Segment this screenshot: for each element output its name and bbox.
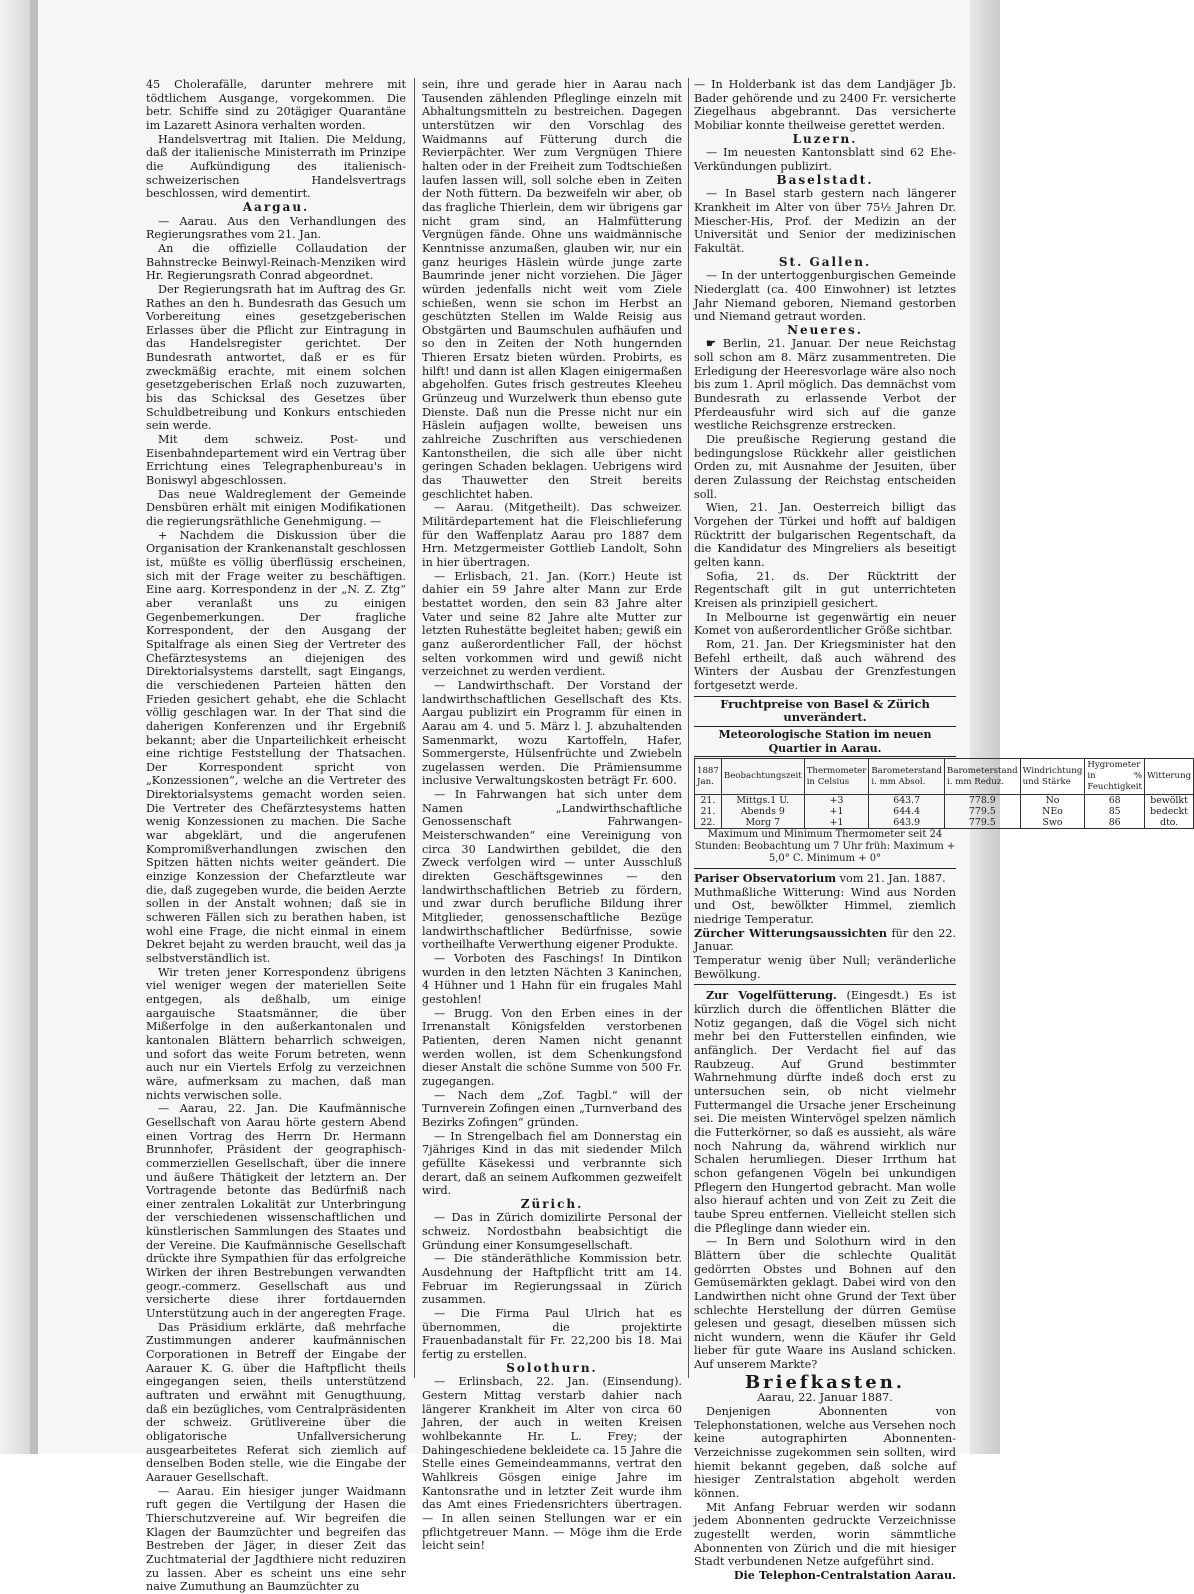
- article-handelsvertrag: Handelsvertrag mit Italien. Die Meldung, daß der italienische Ministerrath im Prinzipe die Aufkündigung des italienisch-schweizerischen Handelsvertrags beschlossen, wird dementirt.: [146, 132, 406, 201]
- article-basel-nachruf: — In Basel starb gestern nach längerer Krankheit im Alter von über 75½ Jahren Dr. Miescher-His, Prof. der Medizin an der Universität und Senior der medizinischen Fakultät.: [694, 187, 956, 255]
- article-erlinsbach-nachruf: — Erlinsbach, 22. Jan. (Einsendung). Gestern Mittag verstarb dahier nach längerer Krankheit im Alter von circa 60 Jahren, der auch in weiten Kreisen wohlbekannte Hr. L. Frey; der Dahingeschiedene bekleidete ca. 15 Jahre die Stelle eines Gemeindeammanns, vertrat den Wahlkreis Gösgen einige Jahre im Kantonsrathe und in letzter Zeit wurde ihm das Amt eines Friedensrichters übertragen. — In allen seinen Stellungen war er ein pflichtgetreuer Mann. — Möge ihm die Erde leicht sein!: [422, 1375, 682, 1553]
- article-holderbank: — In Holderbank ist das dem Landjäger Jb. Bader gehörende und zu 2400 Fr. versicherte Ziegelhaus abgebrannt. Das versicherte Mobiliar konnte theilweise gerettet werden.: [694, 78, 956, 132]
- briefkasten-heading: Briefkasten.: [744, 1371, 906, 1393]
- briefkasten-text-2: Mit Anfang Februar werden wir sodann jedem Abonnenten gedruckte Verzeichnisse zugestellt werden, worin sämmtliche Abonnenten von Zürich und die mit hiesiger Stadt verbundenen Netze aufgeführt sind.: [694, 1500, 956, 1569]
- meteo-cell: 85: [1085, 806, 1145, 817]
- article-vogelfuetterung: [694, 989, 956, 1235]
- article-cholera: 45 Cholerafälle, darunter mehrere mit tödtlichem Ausgange, vorgekommen. Die betr. Schiffe sind zu 20tägiger Quarantäne im Lazarett Asinora verhalten worden.: [146, 78, 406, 132]
- briefkasten-date: Aarau, 22. Januar 1887.: [757, 1391, 893, 1405]
- article-erlisbach: — Erlisbach, 21. Jan. (Korr.) Heute ist dahier ein 59 Jahre alter Mann zur Erde bestattet worden, den sein 83 Jahre alter Vater und seine 82 Jahre alte Mutter zur letzten Ruhestätte begleitet haben; gewiß ein ganz außerordentlicher Fall, der höchst selten vorkommen wird und gewiß nicht verzeichnet zu werden verdient.: [422, 569, 682, 679]
- meteo-cell: 22.: [695, 817, 722, 829]
- column-2: [422, 78, 682, 1553]
- meteo-header: Windrichtung und Stärke: [1020, 759, 1085, 795]
- meteo-header: Thermometer in Celsius: [804, 759, 869, 795]
- vogelfuetterung-text: (Eingesdt.) Es ist kürzlich durch die öffentlichen Blätter die Notiz gegangen, daß die Vögel sich nicht mehr bei den Futterstellen einfinden, wie anfänglich. Der Verdacht fiel auf das Raubzeug. Auf Grund bestimmter Wahrnehmung dürfte indeß doch erst zu untersuchen sein, ob nicht vielmehr Futtermangel die Ursache jener Erscheinung sei. Die meisten Wintervögel spelzen nämlich die Futterkörner, so daß es aussieht, als wäre noch Nahrung da, während wirklich nur Schalen herumliegen. Dieser Irrthum hat schon gefangenen Vögeln bei unkundigen Pflegern den Hungertod gebracht. Man wolle also hierauf achten und von Zeit zu Zeit die taube Spreu entfernen. Vielleicht stellen sich die Pfleglinge dann wieder ein.: [694, 989, 956, 1235]
- meteo-cell: +1: [804, 806, 869, 817]
- article-frauenbadanstalt: — Die Firma Paul Ulrich hat es übernommen, die projektirte Frauenbadanstalt für Fr. 22,200 bis 18. Mai fertig zu erstellen.: [422, 1307, 682, 1362]
- meteo-cell: 68: [1085, 795, 1145, 807]
- heading-stgallen: St. Gallen.: [778, 254, 872, 269]
- meteo-cell: Mittgs.1 U.: [721, 795, 804, 807]
- table-row: [695, 817, 1194, 829]
- meteo-cell: 21.: [695, 795, 722, 807]
- column-rule-2: [688, 78, 689, 1378]
- heading-baselstadt: Baselstadt.: [776, 172, 874, 187]
- meteo-cell: Abends 9: [721, 806, 804, 817]
- article-fleischlieferung: — Aarau. (Mitgetheilt). Das schweizer. Militärdepartement hat die Fleischlieferung für den Waffenplatz Aarau pro 1887 dem Hrn. Metzgermeister Gottlieb Landolt, Sohn in hier übertragen.: [422, 501, 682, 569]
- meteo-cell: Morg 7: [721, 817, 804, 829]
- fruchtpreise-title: Fruchtpreise von Basel & Zürich unverändert.: [694, 696, 956, 727]
- meteo-cell: bewölkt: [1145, 795, 1194, 807]
- article-niederglatt: — In der untertoggenburgischen Gemeinde Niederglatt (ca. 400 Einwohner) ist letztes Jahr Niemand geboren, Niemand gestorben und Niemand getraut worden.: [694, 269, 956, 324]
- column-rule-1: [414, 78, 415, 1378]
- table-row: [695, 806, 1194, 817]
- heading-neueres: Neueres.: [787, 322, 863, 337]
- meteo-header: Hygrometer in % Feuchtigkeit: [1085, 759, 1145, 795]
- article-preussische-regierung: Die preußische Regierung gestand die bedingungslose Rückkehr aller geistlichen Orden zu, mit Ausnahme der Jesuiten, über deren Zulassung der Reichstag entscheiden soll.: [694, 433, 956, 501]
- article-krankenanstalt: + Nachdem die Diskussion über die Organisation der Krankenanstalt geschlossen ist, müßte es völlig überflüssig erscheinen, sich mit der Frage weiter zu beschäftigen. Eine aarg. Korrespondenz in der „N. Z. Ztg“ aber veranlaßt uns zu einigen Gegenbemerkungen. Der fragliche Korrespondent, der den Ausgang der Spitalfrage als einen Sieg der Vertreter des Chefärztesystems an diejenigen des Direktorialsystems darstellt, sagt Eingangs, die verschiedenen Parteien hätten den Frieden gesichert gehabt, ehe die Schlacht völlig geschlagen war. In der That sind die daherigen Konferenzen und ihr Ergebniß bekannt; aber die Unparteilichkeit erheischt eine richtige Feststellung der Thatsachen. Der Korrespondent spricht von „Konzessionen“, welche an die Vertreter des Direktorialsystems gemacht worden seien. Die Vertreter des Chefärztesystems hatten wenig Konzessionen zu machen. Die Sache war abgeklärt, und die angerufenen Kompromißverhandlungen zwischen den Spitzen hätten nichts weiter geändert. Die einzige Konzession der Chefarztleute war die, daß zugegeben wurde, die beiden Aerzte sollen in der Anstalt wohnen; daß sie in schweren Fällen sich zu berathen haben, ist wohl eine Frage, die nicht einmal in einem Dekret bejaht zu werden braucht, weil das ja selbstverständlich ist.: [146, 528, 406, 965]
- page-edge-left-shadow: [30, 0, 38, 1454]
- heading-solothurn: Solothurn.: [506, 1360, 598, 1375]
- article-berlin-text: Berlin, 21. Januar. Der neue Reichstag soll schon am 8. März zusammentreten. Die Erledigung der Heeresvorlage wäre also noch bis zum 1. April möglich. Das demnächst vom Bundesrath zu erlassende Verbot der Pferdeausfuhr wird sich auf die ganze westliche Reichsgrenze erstrecken.: [694, 337, 956, 433]
- article-landwirthschaft: — Landwirthschaft. Der Vorstand der landwirthschaftlichen Gesellschaft des Kts. Aargau publizirt ein Programm für einen in Aarau am 4. und 5. März l. J. abzuhaltenden Samenmarkt, wozu Kartoffeln, Hafer, Sommergerste, Hülsenfrüchte und Zwiebeln zugelassen werden. Die Prämiensumme inclusive Verwaltungskosten beträgt Fr. 600.: [422, 678, 682, 788]
- heading-luzern: Luzern.: [792, 131, 858, 146]
- meteo-header: Barometerstand i. mm Absol.: [869, 759, 945, 795]
- meteo-cell: 778.9: [945, 795, 1021, 807]
- meteo-cell: dto.: [1145, 817, 1194, 829]
- meteo-cell: 86: [1085, 817, 1145, 829]
- article-handelsregister: Der Regierungsrath hat im Auftrag des Gr. Rathes an den h. Bundesrath das Gesuch um Vorbereitung eines gesetzgeberischen Erlasses über die Pflicht zur Eintragung in das Handelsregister gerichtet. Der Bundesrath antwortet, daß er es für zweckmäßig erachte, mit einem solchen gesetzgeberischen Erlaß noch zuzuwarten, bis das Schicksal des Gesetzes über Schuldbetreibung und Konkurs entschieden sein werde.: [146, 282, 406, 433]
- meteo-cell: 644.4: [869, 806, 945, 817]
- meteo-cell: 643.9: [869, 817, 945, 829]
- meteo-cell: bedeckt: [1145, 806, 1194, 817]
- article-sofia: Sofia, 21. ds. Der Rücktritt der Regentschaft gilt in gut unterrichteten Kreisen als prinzipiell gesichert.: [694, 569, 956, 610]
- meteo-cell: 779.5: [945, 817, 1021, 829]
- article-strengelbach: — In Strengelbach fiel am Donnerstag ein 7jähriges Kind in das mit siedender Milch gefüllte Käsekessi und verbrannte sich derart, daß an seinem Aufkommen gezweifelt wird.: [422, 1129, 682, 1198]
- zurich-title: Zürcher Witterungsaussichten: [694, 925, 887, 940]
- article-fahrwangen: — In Fahrwangen hat sich unter dem Namen „Landwirthschaftliche Genossenschaft Fahrwangen-Meisterschwanden“ eine Vereinigung von circa 30 Landwirthen gebildet, die den Zweck verfolgen wird — unter Ausschluß direkten Geschäftsgewinnes — den landwirthschaftlichen Betrieb zu fördern, und zwar durch berufliche Bildung ihrer Mitglieder, genossenschaftliche Bezüge landwirthschaftlicher Bedürfnisse, sowie vortheilhafte Verwerthung eigener Produkte.: [422, 788, 682, 952]
- meteo-header: Beobachtungszeit: [721, 759, 804, 795]
- meteo-header: Witterung: [1145, 759, 1194, 795]
- article-fasching: — Vorboten des Faschings! In Dintikon wurden in den letzten Nächten 3 Kaninchen, 4 Hühner und 1 Hahn für ein frugales Mahl gestohlen!: [422, 952, 682, 1006]
- meteo-cell: 643.7: [869, 795, 945, 807]
- table-row: [695, 795, 1194, 807]
- article-waldreglement: Das neue Waldreglement der Gemeinde Densbüren erhält mit einigen Modifikationen die regierungsräthliche Genehmigung. —: [146, 487, 406, 528]
- meteo-cell: NEo: [1020, 806, 1085, 817]
- article-aarau-regierungsrath: — Aarau. Aus den Verhandlungen des Regierungsrathes vom 21. Jan.: [146, 214, 406, 242]
- column-3: [694, 78, 1192, 1582]
- article-telegraphenbureau: Mit dem schweiz. Post- und Eisenbahndepartement wird ein Vertrag über Errichtung eines Telegraphenbureau's in Boniswyl abgeschlossen.: [146, 433, 406, 488]
- article-kaufmaennische-gesellschaft: — Aarau, 22. Jan. Die Kaufmännische Gesellschaft von Aarau hörte gestern Abend einen Vortrag des Herrn Dr. Hermann Brunnhofer, Präsident der geographisch-commerziellen Gesellschaft, über die innere und äußere Thätigkeit der letztern an. Der Vortragende betonte das Bedürfniß nach einer zentralen Lokalität zur Unterbringung der verschiedenen wissenschaftlichen und künstlerischen Sammlungen des Staates und der Vereine. Die Kaufmännische Gesellschaft drückte ihre Sympathien für das erfolgreiche Wirken der ihren Bestrebungen verwandten geogr.-commerz. Gesellschaft aus und versicherte diese ihrer fortdauernden Unterstützung auch in der angeregten Frage.: [146, 1102, 406, 1321]
- heading-aargau: Aargau.: [242, 199, 310, 214]
- article-kantonsblatt: — Im neuesten Kantonsblatt sind 62 Ehe-Verkündungen publizirt.: [694, 146, 956, 173]
- meteo-header-row: [695, 759, 1194, 795]
- article-korrespondenz: Wir treten jener Korrespondenz übrigens viel weniger wegen der materiellen Seite entgegen, als deßhalb, um einige aargauische Staatsmänner, die über Mißerfolge in den außerkantonalen und kantonalen Blättern beharrlich schweigen, und sofort das weite Forum betreten, wenn auch nur ein Viertels Erfolg zu verzeichnen wäre, aufmerksam zu machen, daß man nichts verwischen solle.: [146, 965, 406, 1102]
- article-waidmann: — Aarau. Ein hiesiger junger Waidmann ruft gegen die Vertilgung der Hasen die Thierschutzvereine auf. Wir begreifen die Klagen der Baumzüchter und begreifen das Bestreben der Jäger, in dieser Zeit das Zuchtmaterial der Jagdthiere nicht reduziren zu lassen. Aber es scheint uns eine sehr naive Zumuthung an Baumzüchter zu: [146, 1484, 406, 1594]
- meteo-station-title: Meteorologische Station im neuen Quartier in Aarau.: [694, 727, 956, 757]
- paris-title: Pariser Observatorium: [694, 871, 837, 886]
- briefkasten-text-1: Denjenigen Abonnenten von Telephonstationen, welche aus Versehen noch keine autographirten Abonnenten-Verzeichnisse zugekommen sein sollten, wird hiemit bekannt gegeben, daß solche auf hiesiger Zentralstation abgeholt werden können.: [694, 1405, 956, 1501]
- article-nordostbahn: — Das in Zürich domizilirte Personal der schweiz. Nordostbahn beabsichtigt die Gründung einer Konsumgesellschaft.: [422, 1211, 682, 1252]
- meteo-table: [694, 758, 1194, 829]
- article-turnverein: — Nach dem „Zof. Tagbl.“ will der Turnverein Zofingen einen „Turnverband des Bezirks Zofingen“ gründen.: [422, 1088, 682, 1129]
- paris-text: Muthmaßliche Witterung: Wind aus Norden und Ost, bewölkter Himmel, ziemlich niedrige Temperatur.: [694, 885, 956, 927]
- meteo-cell: No: [1020, 795, 1085, 807]
- pointing-hand-icon: ☛: [706, 336, 723, 351]
- paris-date: vom 21. Jan. 1887.: [839, 872, 946, 886]
- meteo-note: Maximum und Minimum Thermometer seit 24 Stunden: Beobachtung um 7 Uhr früh: Maximum + 5,0° C. Minimum + 0°: [694, 829, 956, 869]
- article-melbourne: In Melbourne ist gegenwärtig ein neuer Komet von außerordentlicher Größe sichtbar.: [694, 610, 956, 638]
- meteo-header: 1887 Jan.: [695, 759, 722, 795]
- article-berlin: [694, 337, 956, 433]
- meteo-cell: 21.: [695, 806, 722, 817]
- article-hasen-fortsetzung: sein, ihre und gerade hier in Aarau nach Tausenden zählenden Pfleglinge einzeln mit Abhaltungsmitteln zu bestreichen. Dagegen unterstützen wir den Vorschlag des Waidmanns auf Fütterung durch die Revierpächter. Wer zum Vergnügen Thiere halten oder in der Freiheit zum Todtschießen laufen lassen will, soll solche eben in Zeiten der Noth füttern. Da bezweifeln wir aber, ob das fragliche Thierlein, dem wir übrigens gar nicht gram sind, an Halmfütterung Vergnügen fände. Ohne uns waidmännische Kenntnisse anzumaßen, glauben wir, nur ein ganz heuriges Häslein würde junge zarte Baumrinde jener nicht vorziehen. Die Jäger würden jedenfalls nicht weit vom Ziele schießen, wenn sie schon im Herbst an geschützten Stellen im Walde Reisig aus Obstgärten und Baumschulen aufhäufen und so den in Zeiten der Noth hungernden Thieren Ersatz bieten würden. Probirts, es hilft! und dann ist allen Klagen einigermaßen abgeholfen. Gutes frisch gestreutes Kleeheu Grünzeug und Wurzelwerk thun ebenso gute Dienste. Daß nun die Presse nicht nur ein Häslein aufjagen wollte, beweisen uns zahlreiche Zuschriften aus verschiedenen Kantonstheilen, die sich alle über nicht geringen Schaden beklagen. Uebrigens wird das Thauwetter den Streit bereits geschlichtet haben.: [422, 78, 682, 501]
- meteo-cell: Swo: [1020, 817, 1085, 829]
- column-1: [146, 78, 406, 1594]
- article-wien: Wien, 21. Jan. Oesterreich billigt das Vorgehen der Türkei und hofft auf baldigen Rücktritt der bulgarischen Regentschaft, da die Kandidatur des Mingreliers als beseitigt gelten kann.: [694, 501, 956, 569]
- article-haftpflicht: — Die ständeräthliche Kommission betr. Ausdehnung der Haftpflicht tritt am 14. Februar im Regierungssaal in Zürich zusammen.: [422, 1252, 682, 1307]
- heading-zuerich: Zürich.: [520, 1196, 584, 1211]
- zurich-date: für den 22. Januar.: [694, 926, 957, 954]
- article-brugg: — Brugg. Von den Erben eines in der Irrenanstalt Königsfelden verstorbenen Patienten, deren Namen nicht genannt werden wollen, ist dem Schenkungsfond dieser Anstalt die schöne Summe von 500 Fr. zugegangen.: [422, 1006, 682, 1088]
- vogelfuetterung-title: Zur Vogelfütterung.: [706, 988, 837, 1003]
- article-bern-solothurn: — In Bern und Solothurn wird in den Blättern über die schlechte Qualität gedörrten Obstes und Bohnen auf den Gemüsemärkten geklagt. Dabei wird von den Landwirthen nicht ohne Grund der Text über schlechte Herstellung der dürren Gemüse gelesen und gesagt, dieselben müssen sich nicht wundern, wenn die Käufer ihr Geld lieber für gute Waare ins Ausland schicken. Auf unserem Markte?: [694, 1235, 956, 1372]
- zurich-witterung: [694, 927, 956, 954]
- zurich-text: Temperatur wenig über Null; veränderliche Bewölkung.: [694, 954, 956, 985]
- page-edge-left: [0, 0, 30, 1454]
- meteo-cell: 779.5: [945, 806, 1021, 817]
- meteo-cell: +3: [804, 795, 869, 807]
- paris-observatorium: [694, 872, 956, 886]
- article-rom: Rom, 21. Jan. Der Kriegsminister hat den Befehl ertheilt, daß auch während des Winters der Ausbau der Grenzfestungen fortgesetzt werde.: [694, 637, 956, 692]
- meteo-cell: +1: [804, 817, 869, 829]
- page-edge-right: [970, 0, 1000, 1454]
- briefkasten-signature: Die Telephon-Centralstation Aarau.: [733, 1567, 956, 1582]
- article-collaudation: An die offizielle Collaudation der Bahnstrecke Beinwyl-Reinach-Menziken wird Hr. Regierungsrath Conrad abgeordnet.: [146, 241, 406, 283]
- article-praesidium: Das Präsidium erklärte, daß mehrfache Zustimmungen anderer kaufmännischen Corporationen in Betreff der Eingabe der Aarauer K. G. über die Haftpflicht theils eingegangen seien, theils unterstützend auftraten und erwähnt mit Genugthuung, daß ein bezügliches, vom Centralpräsidenten der schweiz. Grütlivereine über die obligatorische Unfallversicherung ausgearbeitetes Referat sich ziemlich auf denselben Boden stelle, wie die Eingabe der Aarauer Gesellschaft.: [146, 1320, 406, 1484]
- meteo-header: Barometerstand i. mm Reduz.: [945, 759, 1021, 795]
